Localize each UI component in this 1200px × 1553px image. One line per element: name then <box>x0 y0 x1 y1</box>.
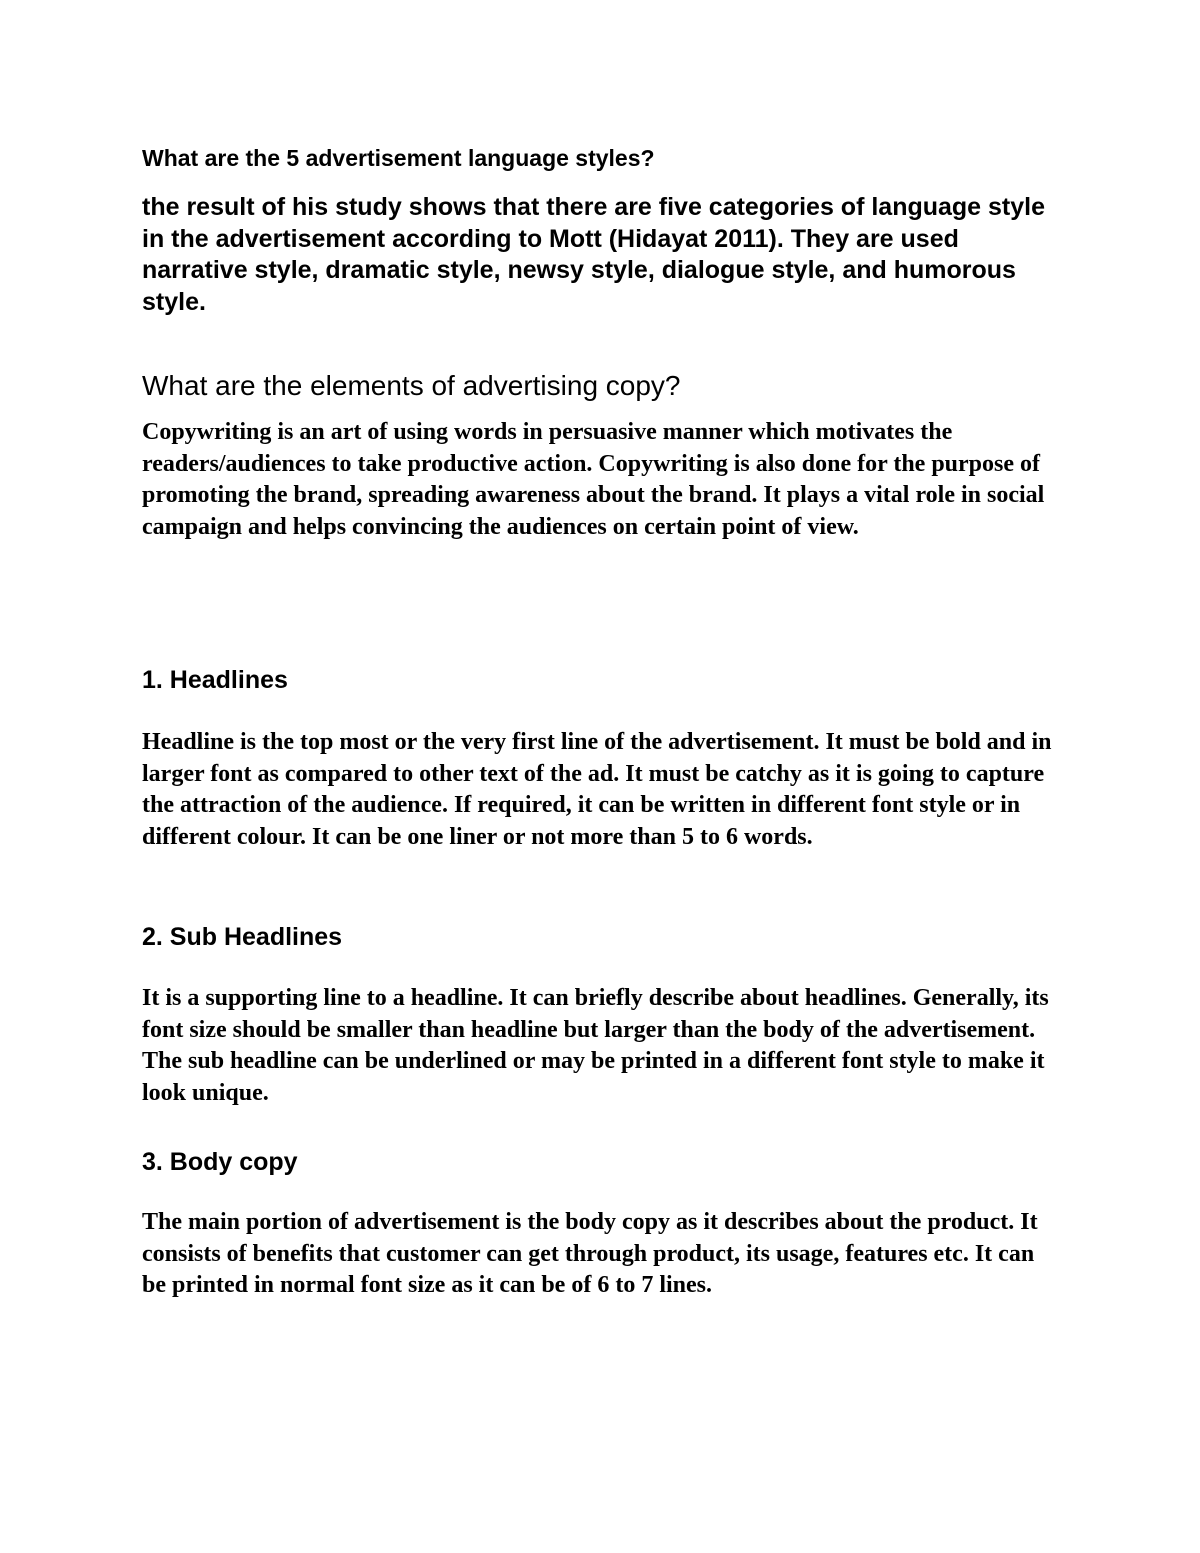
section-heading-headlines: 1. Headlines <box>142 666 288 694</box>
section-heading-body-copy: 3. Body copy <box>142 1148 298 1176</box>
section-heading-sub-headlines: 2. Sub Headlines <box>142 923 343 951</box>
answer-paragraph-copywriting: Copywriting is an art of using words in persuasive manner which motivates the readers/audiences to take productive action. Copywriting is also done for the purpose of promoting the brand, spreading awareness about the brand. It plays a vital role in social campaign and helps convincing the audiences on certain point of view. <box>142 419 1045 540</box>
section-body-sub-headlines: It is a supporting line to a headline. It can briefly describe about headlines. Generally, its font size should be smaller than headline but larger than the body of the advertisement. The sub headline can be underlined or may be printed in a different font style to make it look unique. <box>142 985 1049 1106</box>
answer-paragraph-language-styles: the result of his study shows that there are five categories of language style in the advertisement according to Mott (Hidayat 2011). They are used narrative style, dramatic style, newsy style, dialogue style, and humorous style. <box>142 193 1046 316</box>
section-body-body-copy: The main portion of advertisement is the body copy as it describes about the product. It consists of benefits that customer can get through product, its usage, features etc. It can be printed in normal font size as it can be of 6 to 7 lines. <box>142 1209 1038 1298</box>
question-heading-advertising-copy: What are the elements of advertising copy? <box>142 370 681 401</box>
section-body-headlines: Headline is the top most or the very first line of the advertisement. It must be bold and in larger font as compared to other text of the ad. It must be catchy as it is going to capture the attraction of the audience. If required, it can be written in different font style or in different colour. It can be one liner or not more than 5 to 6 words. <box>142 729 1052 850</box>
question-heading-language-styles: What are the 5 advertisement language styles? <box>142 145 655 171</box>
